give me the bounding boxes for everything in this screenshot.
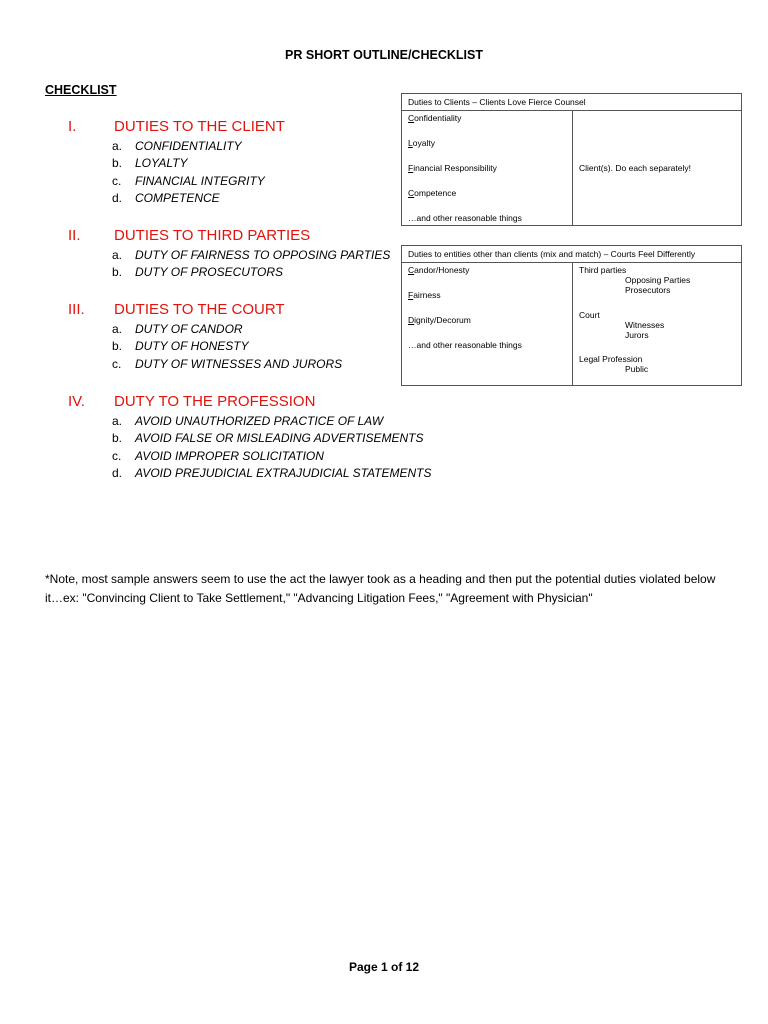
section-number: III.: [68, 301, 85, 318]
clients-duty-list: [402, 111, 573, 226]
clients-table-header: Duties to Clients – Clients Love Fierce Counsel: [402, 94, 742, 111]
item-letter: d.: [112, 466, 123, 481]
section-items: [68, 413, 432, 483]
checklist-heading: CHECKLIST: [45, 83, 117, 97]
section-number: II.: [68, 227, 81, 244]
duty-loyalty: Loyalty: [408, 138, 435, 148]
entities-duties-table: [401, 245, 742, 386]
section-items: [68, 138, 285, 208]
section-title: DUTIES TO THE COURT: [114, 301, 285, 318]
entities-duty-list: [402, 263, 573, 386]
duty-competence: Competence: [408, 188, 457, 198]
section-title: DUTIES TO THIRD PARTIES: [114, 227, 311, 244]
item-text: AVOID PREJUDICIAL EXTRAJUDICIAL STATEMENTS: [135, 466, 432, 481]
duty-financial: Financial Responsibility: [408, 163, 497, 173]
section-heading: [68, 227, 390, 244]
list-item: [68, 247, 390, 264]
item-text: FINANCIAL INTEGRITY: [135, 173, 265, 188]
section-number: IV.: [68, 393, 85, 410]
section-heading: [68, 301, 342, 318]
section-items: [68, 247, 390, 282]
section-duties-to-client: [68, 118, 285, 208]
section-duties-to-court: [68, 301, 342, 373]
list-item: [68, 430, 432, 447]
section-heading: [68, 118, 285, 135]
item-text: DUTY OF CANDOR: [135, 322, 243, 336]
target-prosecutors: Prosecutors: [625, 285, 671, 295]
list-item: [68, 155, 285, 172]
list-item: [68, 264, 390, 281]
duty-candor: Candor/Honesty: [408, 265, 470, 275]
item-text: AVOID FALSE OR MISLEADING ADVERTISEMENTS: [135, 431, 424, 446]
section-items: [68, 321, 342, 373]
entities-target-list: [573, 263, 742, 386]
item-letter: b.: [112, 265, 123, 280]
list-item: [68, 465, 432, 482]
item-text: CONFIDENTIALITY: [135, 139, 242, 153]
target-jurors: Jurors: [625, 330, 649, 340]
duty-confidentiality: Confidentiality: [408, 113, 462, 123]
page-number: Page 1 of 12: [348, 960, 420, 974]
duty-other: …and other reasonable things: [408, 340, 522, 350]
document-title: PR SHORT OUTLINE/CHECKLIST: [285, 48, 483, 62]
list-item: [68, 448, 432, 465]
item-letter: c.: [112, 173, 122, 188]
section-title: DUTIES TO THE CLIENT: [114, 118, 285, 135]
item-letter: a.: [112, 139, 123, 153]
clients-target-cell: [573, 111, 742, 226]
item-text: AVOID IMPROPER SOLICITATION: [135, 448, 324, 463]
list-item: [68, 413, 432, 430]
list-item: [68, 338, 342, 355]
item-letter: a.: [112, 322, 123, 336]
item-letter: b.: [112, 156, 123, 171]
item-text: DUTY OF PROSECUTORS: [135, 265, 284, 280]
duty-other: …and other reasonable things: [408, 213, 522, 223]
target-opposing-parties: Opposing Parties: [625, 275, 691, 285]
item-letter: b.: [112, 339, 123, 354]
section-number: I.: [68, 118, 77, 135]
section-duty-to-profession: [68, 393, 432, 483]
list-item: [68, 138, 285, 155]
item-text: DUTY OF HONESTY: [135, 339, 249, 354]
clients-duties-table: [401, 93, 742, 226]
entities-table-header: Duties to entities other than clients (mix and match) – Courts Feel Differently: [402, 246, 742, 263]
section-title: DUTY TO THE PROFESSION: [114, 393, 316, 410]
item-letter: a.: [112, 414, 123, 428]
target-third-parties: Third parties: [579, 265, 627, 275]
list-item: [68, 190, 285, 207]
duty-fairness: Fairness: [408, 290, 441, 300]
item-text: DUTY OF WITNESSES AND JURORS: [135, 356, 343, 371]
list-item: [68, 321, 342, 338]
item-letter: c.: [112, 448, 122, 463]
item-text: LOYALTY: [135, 156, 188, 171]
list-item: [68, 356, 342, 373]
item-letter: c.: [112, 356, 122, 371]
target-public: Public: [625, 364, 649, 374]
item-letter: a.: [112, 248, 123, 262]
item-text: DUTY OF FAIRNESS TO OPPOSING PARTIES: [135, 248, 391, 262]
duty-dignity: Dignity/Decorum: [408, 315, 471, 325]
section-duties-to-third-parties: [68, 227, 390, 282]
section-heading: [68, 393, 432, 410]
clients-target-text: Client(s). Do each separately!: [579, 163, 691, 173]
target-legal-profession: Legal Profession: [579, 354, 643, 364]
target-court: Court: [579, 310, 600, 320]
item-text: COMPETENCE: [135, 191, 220, 206]
footnote: *Note, most sample answers seem to use the act the lawyer took as a heading and then put the potential duties violated below it…ex: "Convincing Client to Take Settlement," "Advancing Litigation Fees," "Agreement with Physician": [45, 572, 716, 605]
item-letter: d.: [112, 191, 123, 206]
item-letter: b.: [112, 431, 123, 446]
item-text: AVOID UNAUTHORIZED PRACTICE OF LAW: [135, 414, 384, 428]
list-item: [68, 173, 285, 190]
target-witnesses: Witnesses: [625, 320, 665, 330]
